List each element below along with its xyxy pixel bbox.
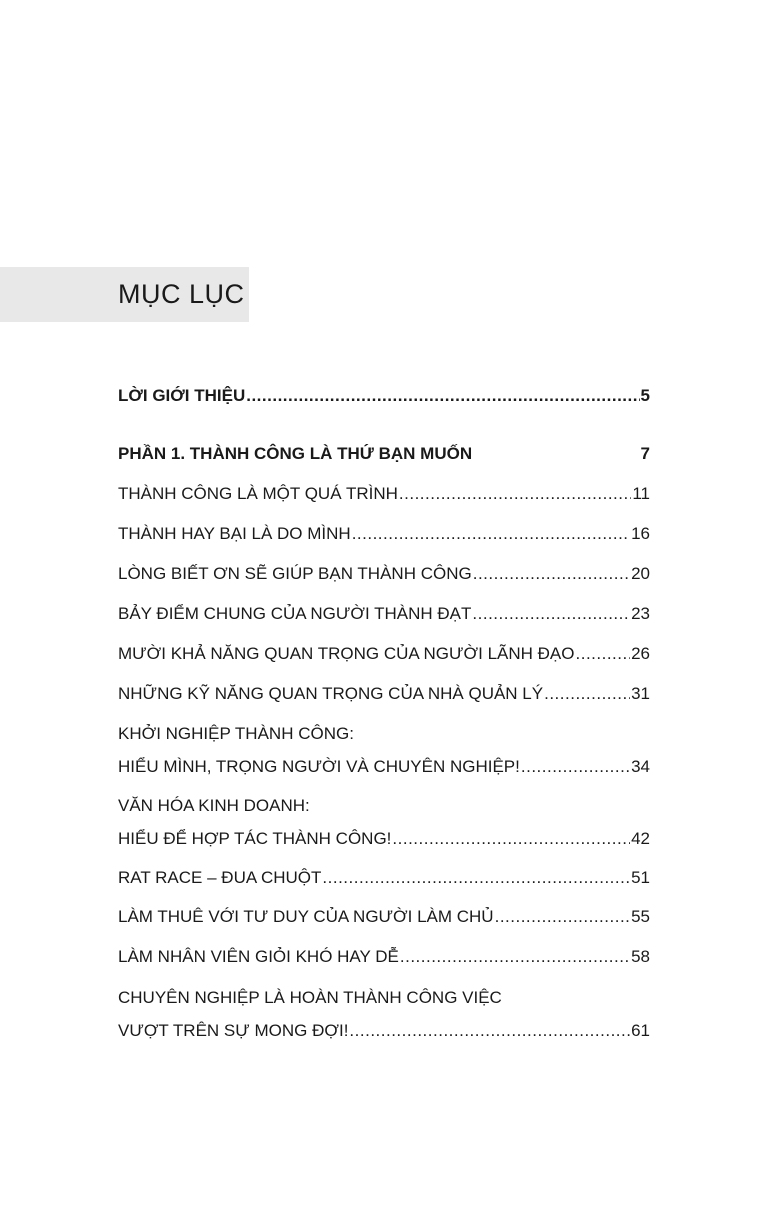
toc-leader-dots xyxy=(400,947,630,967)
toc-entry-page: 55 xyxy=(631,907,650,926)
toc-entry-title: LÀM THUÊ VỚI TƯ DUY CỦA NGƯỜI LÀM CHỦ xyxy=(118,907,494,926)
toc-entry xyxy=(118,684,650,704)
toc-entry-page: 23 xyxy=(631,604,650,623)
toc-entry-title: THÀNH HAY BẠI LÀ DO MÌNH xyxy=(118,524,351,543)
toc-entry-page: 26 xyxy=(631,644,650,663)
toc-entry-page: 58 xyxy=(631,947,650,966)
toc-entry-page: 51 xyxy=(631,868,650,887)
toc-leader-dots xyxy=(322,868,630,888)
toc-title-band xyxy=(0,267,249,322)
toc-entry xyxy=(118,604,650,624)
toc-entry-page: 20 xyxy=(631,564,650,583)
toc-entry-page: 7 xyxy=(640,444,650,463)
toc-entry-title: RAT RACE – ĐUA CHUỘT xyxy=(118,868,322,887)
toc-entry-prefix: KHỞI NGHIỆP THÀNH CÔNG: xyxy=(118,724,354,743)
toc-entry xyxy=(118,564,650,584)
toc-entry xyxy=(118,988,650,1041)
toc-leader-dots xyxy=(349,1021,630,1041)
toc-entry-page: 31 xyxy=(631,684,650,703)
toc-entry xyxy=(118,524,650,544)
toc-entry-title: VƯỢT TRÊN SỰ MONG ĐỢI! xyxy=(118,1021,349,1040)
toc-entry-title: PHẦN 1. THÀNH CÔNG LÀ THỨ BẠN MUỐN xyxy=(118,444,473,463)
toc-entry-page: 5 xyxy=(640,386,650,405)
toc-entry-title: BẢY ĐIỂM CHUNG CỦA NGƯỜI THÀNH ĐẠT xyxy=(118,604,472,623)
toc-entry xyxy=(118,644,650,664)
toc-leader-dots xyxy=(544,684,630,704)
toc-entry-title: THÀNH CÔNG LÀ MỘT QUÁ TRÌNH xyxy=(118,484,398,503)
toc-leader-dots xyxy=(576,644,631,664)
toc-entry-title: LÒNG BIẾT ƠN SẼ GIÚP BẠN THÀNH CÔNG xyxy=(118,564,472,583)
toc-entry-title: LÀM NHÂN VIÊN GIỎI KHÓ HAY DỄ xyxy=(118,947,399,966)
toc-entry-page: 34 xyxy=(631,757,650,776)
toc-leader-dots xyxy=(352,524,630,544)
toc-entry xyxy=(118,484,650,504)
toc-entry xyxy=(118,724,650,777)
toc-leader-dots xyxy=(521,757,630,777)
toc-entry xyxy=(118,796,650,849)
toc-leader-dots xyxy=(473,564,630,584)
toc-entry-page: 16 xyxy=(631,524,650,543)
toc-entry-page: 61 xyxy=(631,1021,650,1040)
toc-entry xyxy=(118,868,650,888)
toc-entry-title: NHỮNG KỸ NĂNG QUAN TRỌNG CỦA NHÀ QUẢN LÝ xyxy=(118,684,544,703)
toc-entry-page: 42 xyxy=(631,829,650,848)
toc-entry-title: HIỂU ĐỂ HỢP TÁC THÀNH CÔNG! xyxy=(118,829,392,848)
toc-leader-dots xyxy=(246,386,639,406)
toc-entry xyxy=(118,907,650,927)
toc-entry xyxy=(118,386,650,406)
toc-entry-page: 11 xyxy=(632,484,650,503)
toc-entry-prefix: CHUYÊN NGHIỆP LÀ HOÀN THÀNH CÔNG VIỆC xyxy=(118,988,502,1007)
toc-leader-dots xyxy=(472,604,630,624)
toc-entry xyxy=(118,947,650,967)
toc-entry-title: MƯỜI KHẢ NĂNG QUAN TRỌNG CỦA NGƯỜI LÃNH ĐẠO xyxy=(118,644,575,663)
toc-leader-dots xyxy=(495,907,630,927)
toc-entry-title: LỜI GIỚI THIỆU xyxy=(118,386,246,405)
toc-leader-dots xyxy=(399,484,631,504)
toc-entry-title: HIỂU MÌNH, TRỌNG NGƯỜI VÀ CHUYÊN NGHIỆP! xyxy=(118,757,520,776)
toc-part-heading xyxy=(118,444,650,464)
toc-heading: MỤC LỤC xyxy=(118,279,245,309)
toc-leader-dots xyxy=(392,829,630,849)
toc-entry-prefix: VĂN HÓA KINH DOANH: xyxy=(118,796,310,815)
